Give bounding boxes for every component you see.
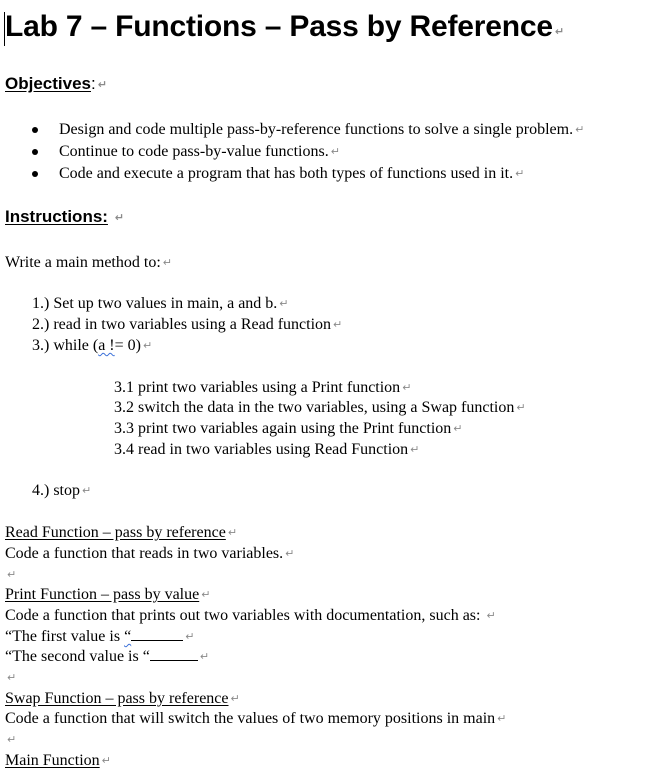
objective-item: Code and execute a program that has both types of functions used in it. ↵ xyxy=(59,165,525,182)
substep: 3.3 print two variables again using the Print function ↵ xyxy=(114,420,463,437)
bullet-dot xyxy=(32,127,38,133)
spellcheck-underline: a ! xyxy=(98,337,115,354)
substep: 3.4 read in two variables using Read Function ↵ xyxy=(114,441,420,458)
spellcheck-underline: “ xyxy=(124,628,132,645)
objectives-heading: Objectives: ↵ xyxy=(5,74,107,93)
bullet-dot xyxy=(32,171,38,177)
read-function-heading: Read Function – pass by reference ↵ xyxy=(5,524,238,541)
substep: 3.1 print two variables using a Print function ↵ xyxy=(114,379,412,396)
main-function-heading: Main Function ↵ xyxy=(5,752,111,769)
instructions-intro: Write a main method to: ↵ xyxy=(5,254,172,271)
step-1: 1.) Set up two values in main, a and b. ↵ xyxy=(32,295,289,312)
bullet-dot xyxy=(32,149,38,155)
print-example-second: “The second value is “ ↵ xyxy=(5,648,210,665)
empty-paragraph: ↵ xyxy=(7,733,17,746)
empty-paragraph: ↵ xyxy=(7,671,17,684)
print-function-heading: Print Function – pass by value ↵ xyxy=(5,586,211,603)
swap-function-desc: Code a function that will switch the values of two memory positions in main ↵ xyxy=(5,710,507,727)
blank-line xyxy=(150,648,198,661)
print-example-first: “The first value is “ ↵ xyxy=(5,628,195,645)
step-2: 2.) read in two variables using a Read function ↵ xyxy=(32,316,343,333)
blank-line xyxy=(131,628,183,641)
objective-item: Design and code multiple pass-by-reference functions to solve a single problem. ↵ xyxy=(59,121,585,138)
page-title: Lab 7 – Functions – Pass by Reference ↵ xyxy=(5,10,564,43)
read-function-desc: Code a function that reads in two variables. ↵ xyxy=(5,545,295,562)
empty-paragraph: ↵ xyxy=(7,568,17,581)
instructions-heading: Instructions: ↵ xyxy=(5,207,124,226)
objective-item: Continue to code pass-by-value functions. ↵ xyxy=(59,143,340,160)
swap-function-heading: Swap Function – pass by reference ↵ xyxy=(5,690,240,707)
step-4: 4.) stop ↵ xyxy=(32,482,92,499)
substep: 3.2 switch the data in the two variables, using a Swap function ↵ xyxy=(114,399,526,416)
step-3: 3.) while (a != 0) ↵ xyxy=(32,337,153,354)
print-function-desc: Code a function that prints out two variables with documentation, such as: ↵ xyxy=(5,607,496,624)
